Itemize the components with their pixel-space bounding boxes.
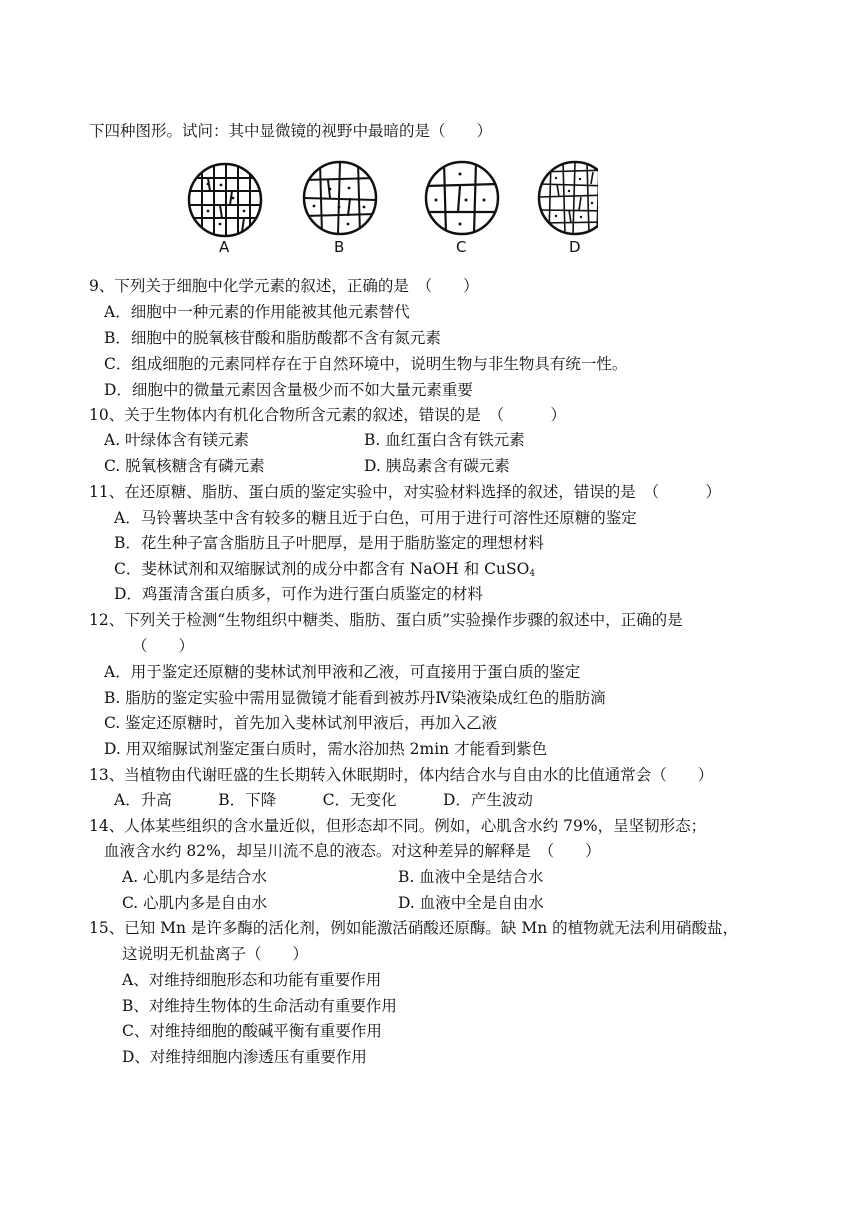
question-14-option-d: D. 血液中全是自由水 <box>398 894 544 912</box>
microscope-fields-figure <box>178 156 598 266</box>
question-11-option-c-subscript: 4 <box>529 569 536 579</box>
question-15-stem-continued: 这说明无机盐离子（ ） <box>122 945 309 963</box>
question-10-stem: 10、关于生物体内有机化合物所含元素的叙述，错误的是 （ ） <box>89 406 566 424</box>
question-14-option-c: C. 心肌内多是自由水 <box>122 894 268 912</box>
question-11-stem: 11、在还原糖、脂肪、蛋白质的鉴定实验中，对实验材料选择的叙述，错误的是 （ ） <box>89 483 721 501</box>
question-12-stem-continued: （ ） <box>132 637 195 655</box>
question-15-option-b: B、对维持生物体的生命活动有重要作用 <box>122 997 397 1015</box>
question-9-option-b: B．细胞中的脱氧核苷酸和脂肪酸都不含有氮元素 <box>104 329 441 347</box>
question-15-stem: 15、已知 Mn 是许多酶的活化剂，例如能激活硝酸还原酶。缺 Mn 的植物就无法利用硝酸盐， <box>89 919 739 937</box>
question-15-option-a: A、对维持细胞形态和功能有重要作用 <box>122 971 382 989</box>
question-11-option-d: D．鸡蛋清含蛋白质多，可作为进行蛋白质鉴定的材料 <box>114 585 483 603</box>
question-12-option-a: A．用于鉴定还原糖的斐林试剂甲液和乙液，可直接用于蛋白质的鉴定 <box>104 663 581 681</box>
question-11-option-c <box>114 559 535 584</box>
question-11-option-c-text: C．斐林试剂和双缩脲试剂的成分中都含有 NaOH 和 CuSO <box>114 560 530 578</box>
question-15-option-c: C、对维持细胞的酸碱平衡有重要作用 <box>122 1022 382 1040</box>
question-12-option-d: D. 用双缩脲试剂鉴定蛋白质时，需水浴加热 2min 才能看到紫色 <box>104 740 548 758</box>
question-12-stem: 12、下列关于检测“生物组织中糖类、脂肪、蛋白质”实验操作步骤的叙述中，正确的是 <box>89 611 683 629</box>
question-10-option-b: B. 血红蛋白含有铁元素 <box>364 431 525 449</box>
question-12-option-c: C. 鉴定还原糖时，首先加入斐林试剂甲液后，再加入乙液 <box>104 714 498 732</box>
figure-label-a: A <box>219 238 230 256</box>
figure-label-d: D <box>569 238 581 256</box>
question-10-option-d: D. 胰岛素含有碳元素 <box>364 457 510 475</box>
question-14-stem-continued: 血液含水约 82%，却呈川流不息的液态。对这种差异的解释是 （ ） <box>104 842 601 860</box>
question-14-stem: 14、人体某些组织的含水量近似，但形态却不同。例如，心肌含水约 79%，呈坚韧形态； <box>89 817 707 835</box>
question-15-option-d: D、对维持细胞内渗透压有重要作用 <box>122 1048 367 1066</box>
question-13-options: A．升高 B．下降 C．无变化 D．产生波动 <box>114 791 533 809</box>
question-9-option-d: D．细胞中的微量元素因含量极少而不如大量元素重要 <box>104 381 473 399</box>
question-10-option-a: A. 叶绿体含有镁元素 <box>104 431 250 449</box>
question-14-option-a: A. 心肌内多是结合水 <box>122 868 268 886</box>
question-12-option-b: B. 脂肪的鉴定实验中需用显微镜才能看到被苏丹Ⅳ染液染成红色的脂肪滴 <box>104 689 606 707</box>
question-9-option-a: A．细胞中一种元素的作用能被其他元素替代 <box>104 303 410 321</box>
question-13-stem: 13、当植物由代谢旺盛的生长期转入休眠期时，体内结合水与自由水的比值通常会（ ） <box>89 766 714 784</box>
question-9-stem: 9、下列关于细胞中化学元素的叙述，正确的是 （ ） <box>89 277 479 295</box>
question-8-stem-tail: 下四种图形。试问：其中显微镜的视野中最暗的是（ ） <box>89 122 493 140</box>
figure-label-b: B <box>334 238 345 256</box>
question-11-option-a: A．马铃薯块茎中含有较多的糖且近于白色，可用于进行可溶性还原糖的鉴定 <box>114 509 637 527</box>
figure-label-c: C <box>456 238 467 256</box>
question-14-option-b: B. 血液中全是结合水 <box>398 868 544 886</box>
question-9-option-c: C．组成细胞的元素同样存在于自然环境中，说明生物与非生物具有统一性。 <box>104 355 628 373</box>
question-10-option-c: C. 脱氧核糖含有磷元素 <box>104 457 265 475</box>
question-11-option-b: B．花生种子富含脂肪且子叶肥厚，是用于脂肪鉴定的理想材料 <box>114 534 544 552</box>
